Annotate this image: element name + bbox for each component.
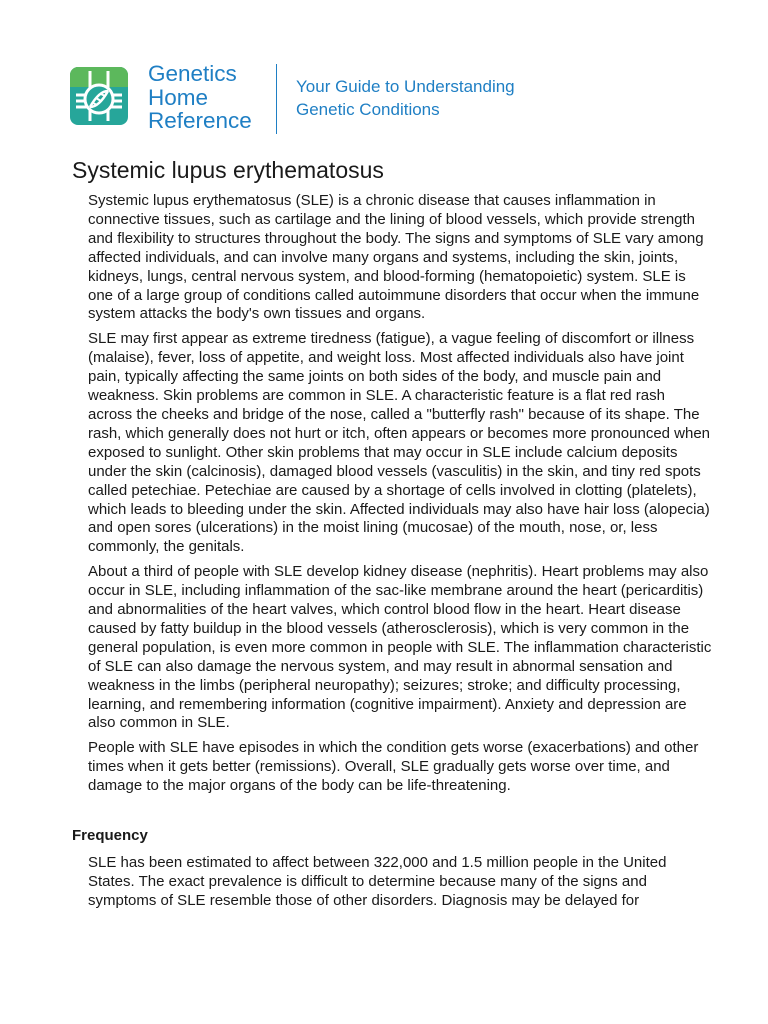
header-divider: [276, 64, 277, 134]
brand-line-genetics: Genetics: [148, 61, 237, 86]
brand-line-home: Home: [148, 84, 209, 110]
brand-line-reference: Reference: [148, 108, 252, 133]
description-section: [88, 192, 713, 802]
tagline-line-1: Your Guide to Understanding: [296, 77, 515, 96]
paragraph: SLE has been estimated to affect between 322,000 and 1.5 million people in the United States. The exact prevalence is difficult to determine because many of the signs and symptoms of SLE resemble those of other disorders. Diagnosis may be delayed for: [88, 854, 667, 909]
paragraph: People with SLE have episodes in which the condition gets worse (exacerbations) and other times when it gets better (remissions). Overall, SLE gradually gets worse over time, and damage to the major organs of the body can be life-threatening.: [88, 739, 699, 795]
page-header: [70, 62, 710, 138]
section-heading-frequency: Frequency: [72, 827, 148, 844]
paragraph: Systemic lupus erythematosus (SLE) is a chronic disease that causes inflammation in connective tissues, such as cartilage and the lining of blood vessels, which provide strength and flexibility to structures throughout the body. The signs and symptoms of SLE vary among affected individuals, and can involve many organs and systems, including the skin, joints, kidneys, lungs, central nervous system, and blood-forming (hematopoietic) system. SLE is one of a large group of conditions called autoimmune disorders that occur when the immune system attacks the body's own tissues and organs.: [88, 192, 704, 323]
genetics-home-reference-logo-icon: [70, 67, 128, 125]
paragraph: SLE may first appear as extreme tiredness (fatigue), a vague feeling of discomfort or illness (malaise), fever, loss of appetite, and weight loss. Most affected individuals also have joint pain, typically affecting the same joints on both sides of the body, and muscle pain and weakness. Skin problems are common in SLE. A characteristic feature is a flat red rash across the cheeks and bridge of the nose, called a "butterfly rash" because of its shape. The rash, which generally does not hurt or itch, often appears or becomes more pronounced when exposed to sunlight. Other skin problems that may occur in SLE include calcium deposits under the skin (calcinosis), damaged blood vessels (vasculitis) in the skin, and tiny red spots called petechiae. Petechiae are caused by a shortage of cells involved in clotting (platelets), which leads to bleeding under the skin. Affected individuals may also have hair loss (alopecia) and open sores (ulcerations) in the moist lining (mucosae) of the mouth, nose, or, less commonly, the genitals.: [88, 330, 711, 556]
page-title: Systemic lupus erythematosus: [72, 157, 384, 183]
tagline: [296, 75, 515, 121]
paragraph: About a third of people with SLE develop kidney disease (nephritis). Heart problems may also occur in SLE, including inflammation of the sac-like membrane around the heart (pericarditis) and abnormalities of the heart valves, which control blood flow in the heart. Heart disease caused by fatty buildup in the blood vessels (atherosclerosis), which is very common in the general population, is even more common in people with SLE. The inflammation characteristic of SLE can also damage the nervous system, and may result in abnormal sensation and weakness in the limbs (peripheral neuropathy); seizures; stroke; and difficulty processing, learning, and remembering information (cognitive impairment). Anxiety and depression are also common in SLE.: [88, 563, 712, 732]
tagline-line-2: Genetic Conditions: [296, 100, 440, 119]
brand-name: [148, 62, 252, 133]
frequency-section: [88, 854, 713, 917]
